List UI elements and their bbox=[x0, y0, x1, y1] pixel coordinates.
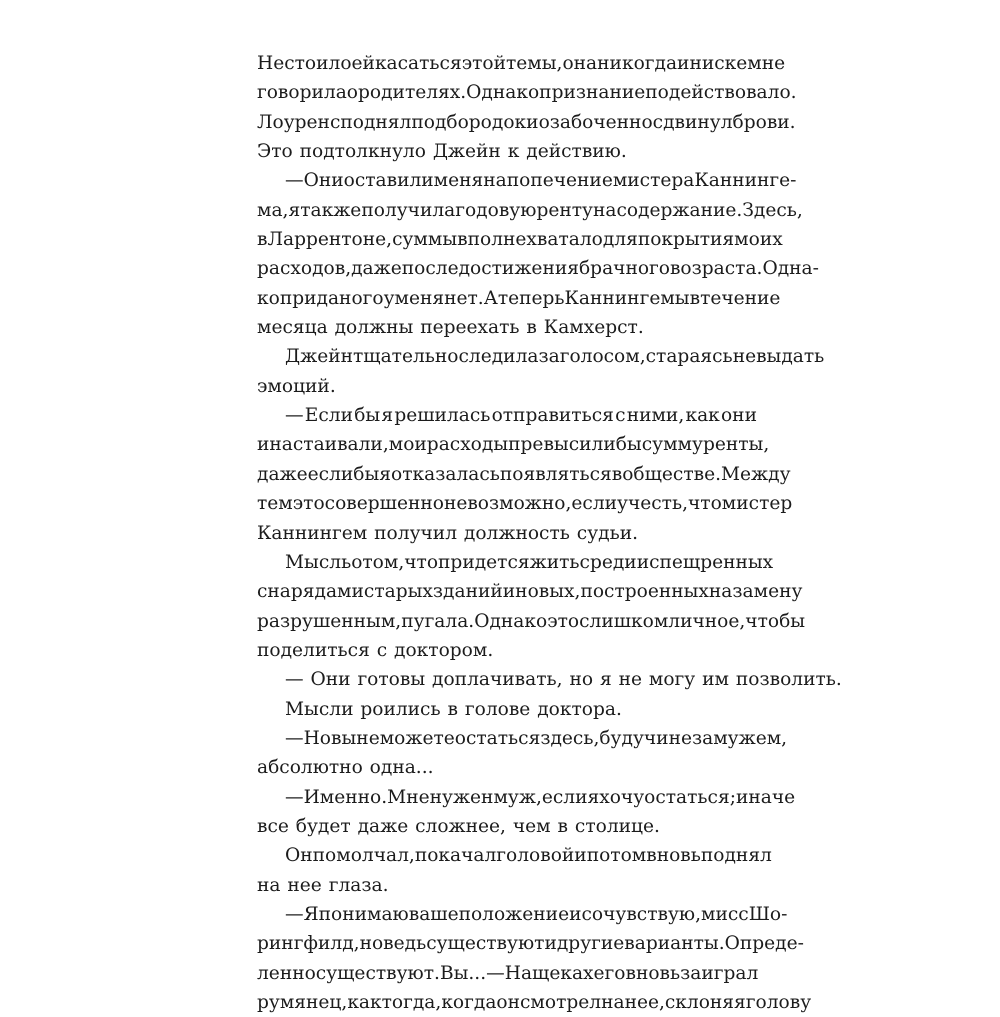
text-line: рингфилд, но ведь существуют и другие варианты. Опреде- bbox=[257, 933, 804, 955]
text-line: Лоуренс поднял подбородок и озабоченно сдвинул брови. bbox=[257, 111, 796, 133]
text-line: Мысли роились в голове доктора. bbox=[285, 698, 622, 720]
text-line: ленно существуют. Вы... — На щеках его вновь заиграл bbox=[257, 962, 759, 984]
text-line: Он помолчал, покачал головой и потом вновь поднял bbox=[285, 845, 772, 867]
text-line: даже если бы я отказалась появляться в обществе. Между bbox=[257, 463, 791, 485]
text-line: Мысль о том, что придется жить среди испещренных bbox=[285, 551, 774, 573]
text-line: — Я понимаю ваше положение и сочувствую, мисс Шо- bbox=[285, 903, 788, 925]
text-line: ко приданого у меня нет. А теперь Каннингемы в течение bbox=[257, 287, 781, 309]
text-line: на нее глаза. bbox=[257, 874, 389, 896]
text-line: Не стоило ей касаться этой темы, она никогда и ни с кем не bbox=[257, 53, 786, 74]
text-line: абсолютно одна... bbox=[257, 757, 434, 779]
text-line: поделиться с доктором. bbox=[257, 639, 494, 661]
text-line: — Они оставили меня на попечение мистера Каннинге- bbox=[285, 170, 797, 192]
text-line: эмоций. bbox=[257, 375, 336, 397]
text-line: в Ларрентоне, суммы вполне хватало для покрытия моих bbox=[257, 229, 783, 251]
text-line: тем это совершенно невозможно, если учесть, что мистер bbox=[257, 493, 793, 515]
text-line: все будет даже сложнее, чем в столице. bbox=[257, 815, 660, 837]
text-line: и настаивали, мои расходы превысили бы сумму ренты, bbox=[257, 434, 770, 456]
text-line: — Они готовы доплачивать, но я не могу им позволить. bbox=[285, 669, 842, 691]
text-line: Это подтолкнуло Джейн к действию. bbox=[257, 141, 627, 163]
text-line: — Именно. Мне нужен муж, если я хочу остаться; иначе bbox=[285, 786, 796, 808]
text-line: разрушенным, пугала. Однако это слишком личное, чтобы bbox=[257, 610, 806, 632]
text-line: румянец, как тогда, когда он смотрел на нее, склоняя голову bbox=[257, 992, 812, 1013]
text-line: Каннингем получил должность судьи. bbox=[257, 522, 639, 544]
body-text bbox=[257, 49, 842, 1017]
text-line: расходов, даже после достижения брачного возраста. Одна- bbox=[257, 258, 819, 280]
text-line: снарядами старых зданий и новых, построенных на замену bbox=[257, 581, 803, 603]
text-line: — Если бы я решилась отправиться с ними, как они bbox=[285, 405, 757, 427]
text-line: — Но вы не можете остаться здесь, будучи не замужем, bbox=[285, 727, 788, 749]
text-line: месяца должны переехать в Камхерст. bbox=[257, 317, 644, 339]
text-line: говорила о родителях. Однако признание подействовало. bbox=[257, 82, 797, 104]
text-line: Джейн тщательно следила за голосом, стараясь не выдать bbox=[285, 346, 825, 368]
text-line: ма, я также получила годовую ренту на содержание. Здесь, bbox=[257, 199, 803, 221]
